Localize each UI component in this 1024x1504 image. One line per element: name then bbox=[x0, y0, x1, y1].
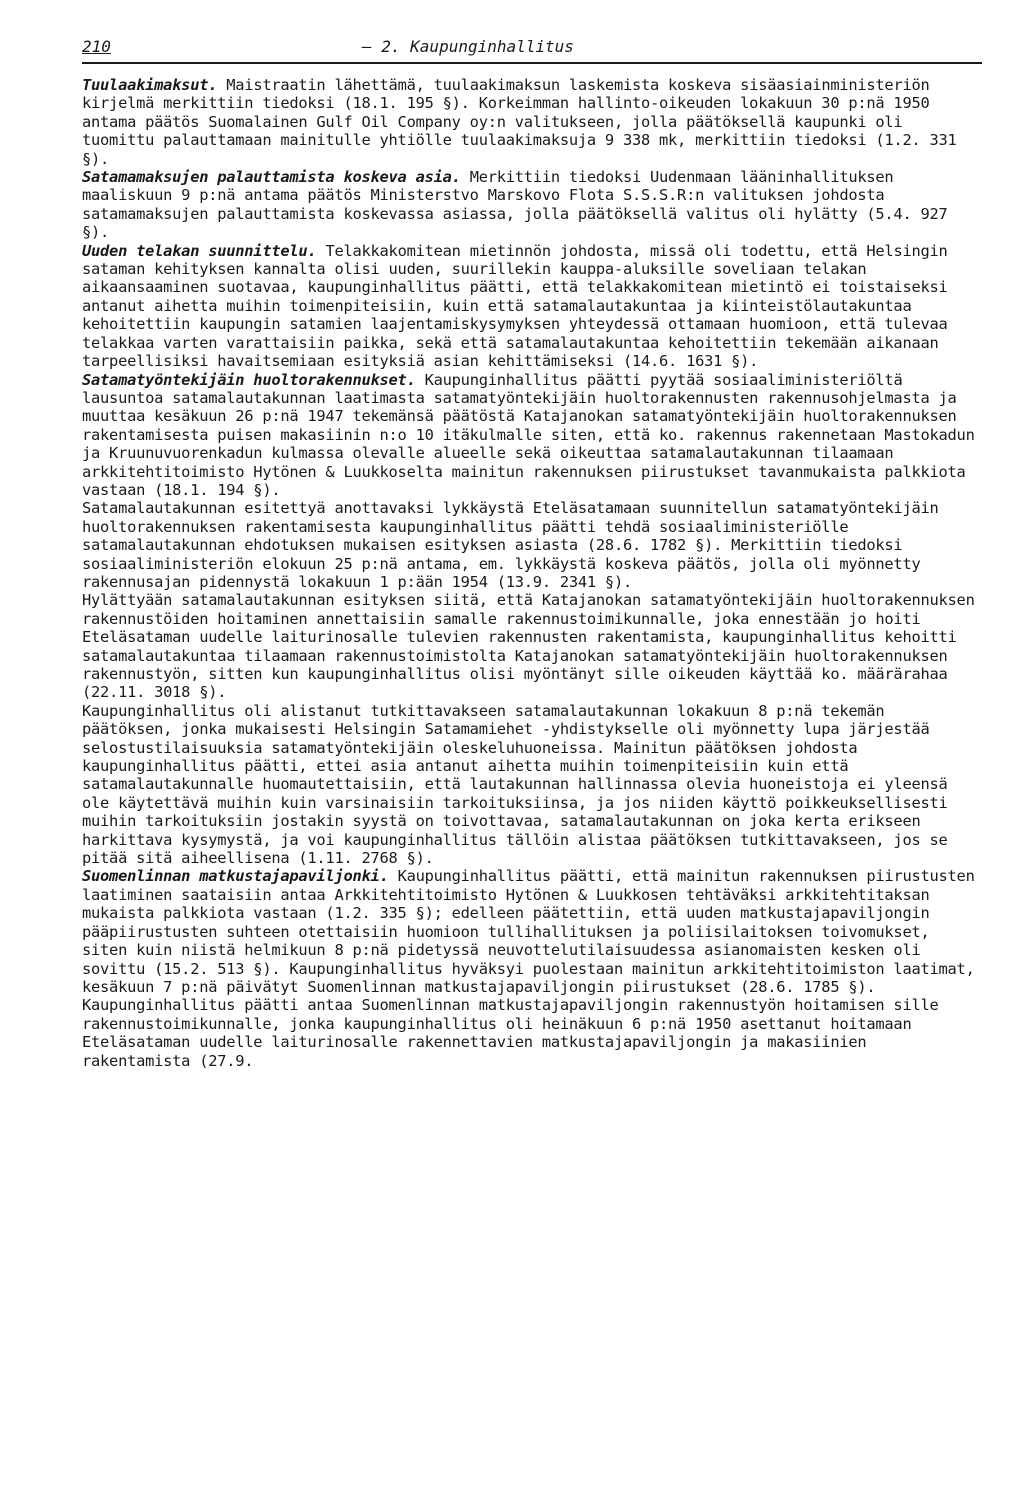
paragraph-katajanokka bbox=[82, 591, 982, 701]
paragraph-text: Kaupunginhallitus päätti pyytää sosiaaliministeriöltä lausuntoa satamalautakunnan laatimasta satamatyöntekijäin huoltorakennusten rakennusohjelmasta ja muuttaa kesäkuun 26 p:nä 1947 tekemänsä päätöstä Katajanokan satamatyöntekijäin huoltorakennuksen rakentamisesta puisen makasiinin n:o 10 itäkulmalle siten, että ko. rakennus rakennetaan Mastokadun ja Kruunuvuorenkadun kulmassa olevalle alueelle sekä oikeuttaa satamalautakunnan tilaamaan arkkitehtitoimisto Hytönen & Luukkoselta mainitun rakennuksen piirustukset tavanmukaista palkkiota vastaan (18.1. 194 §). bbox=[82, 370, 975, 499]
paragraph-selostustilaisuudet bbox=[82, 702, 982, 868]
document-page bbox=[82, 36, 982, 1070]
paragraph-huoltorakennukset bbox=[82, 371, 982, 500]
paragraph-text: Kaupunginhallitus oli alistanut tutkittavakseen satamalautakunnan lokakuun 8 p:nä tekemän päätöksen, jonka mukaisesti Helsingin Satamamiehet -yhdistykselle oli myönnetty lupa järjestää selostustilaisuuksia satamatyöntekijäin oleskeluhuoneissa. Mainitun päätöksen johdosta kaupunginhallitus päätti, ettei asia antanut aihetta muihin toimenpiteisiin kuin että satamalautakunnalle huomautettaisiin, että lautakunnan hallinnassa olevia huoneistoja ei yleensä ole käytettävä muihin kuin varsinaisiin tarkoituksiinsa, ja jos niiden käyttö poikkeuksellisesti muihin tarkoituksiin jostakin syystä on toivottavaa, satamalautakunnan on joka kerta erikseen harkittava kysymystä, ja voi kaupunginhallitus tällöin alistaa päätöksen tutkittavakseen, jos se pitää sitä aiheellisena (1.11. 2768 §). bbox=[82, 701, 948, 868]
paragraph-text: Kaupunginhallitus päätti, että mainitun rakennuksen piirustusten laatiminen saataisiin antaa Arkkitehtitoimisto Hytönen & Luukkosen tehtäväksi arkkitehtitaksan mukaista palkkiota vastaan (1.2. 335 §); edelleen päätettiin, että uuden matkustajapaviljongin pääpiirustusten suhteen otettaisiin huomioon tullihallituksen ja poliisilaitoksen toivomukset, siten kuin niistä helmikuun 8 p:nä pidetyssä neuvottelutilaisuudessa asianomaisten kesken oli sovittu (15.2. 513 §). Kaupunginhallitus hyväksyi puolestaan mainitun arkkitehtitoimiston laatimat, kesäkuun 7 p:nä päivätyt Suomenlinnan matkustajapaviljongin piirustukset (28.6. 1785 §). bbox=[82, 867, 975, 996]
paragraph-uuden-telakan bbox=[82, 242, 982, 371]
paragraph-text: Telakkakomitean mietinnön johdosta, missä oli todettu, että Helsingin sataman kehityksen kannalta olisi uuden, suurillekin kauppa-aluksille soveliaan telakan aikaansaaminen suotavaa, kaupunginhallitus päätti, että telakkakomitean mietintö ei toistaiseksi antanut aihetta muihin toimenpiteisiin, kuin että satamalautakuntaa ja kiinteistölautakuntaa kehoitettiin kaupungin satamien laajentamiskysymyksen yhteydessä ottamaan huomioon, että tulevaa telakkaa varten varattaisiin paikka, sekä että satamalautakuntaa kehoitettiin tekemään aikanaan tarpeellisiksi havaitsemiaan esityksiä asian kehittämiseksi (14.6. 1631 §). bbox=[82, 241, 948, 371]
paragraph-tuulaakimaksut bbox=[82, 76, 982, 168]
running-title: – 2. Kaupunginhallitus bbox=[362, 37, 574, 56]
paragraph-text: Merkittiin tiedoksi Uudenmaan lääninhallituksen maaliskuun 9 p:nä antama päätös Ministerstvo Marskovo Flota S.S.S.R:n valituksen johdosta satamamaksujen palauttamista koskevassa asiassa, jolla päätöksellä valitus oli hylätty (5.4. 927 §). bbox=[82, 168, 948, 242]
paragraph-text: Maistraatin lähettämä, tuulaakimaksun laskemista koskeva sisäasiainministeriön kirjelmä merkittiin tiedoksi (18.1. 195 §). Korkeimman hallinto-oikeuden lokakuun 30 p:nä 1950 antama päätös Suomalainen Gulf Oil Company oy:n valitukseen, jolla päätöksellä kaupunki oli tuomittu palauttamaan mainitulle yhtiölle tuulaakimaksuja 9 338 mk, merkittiin tiedoksi (1.2. 331 §). bbox=[82, 76, 957, 168]
paragraph-matkustajapaviljonki bbox=[82, 867, 982, 996]
document-body bbox=[82, 76, 982, 1070]
paragraph-heading: Suomenlinnan matkustajapaviljonki. bbox=[82, 867, 389, 886]
paragraph-heading: Satamatyöntekijäin huoltorakennukset. bbox=[82, 370, 416, 389]
page-number: 210 bbox=[82, 37, 111, 56]
paragraph-text: Kaupunginhallitus päätti antaa Suomenlinnan matkustajapaviljongin rakennustyön hoitamisen sille rakennustoimikunnalle, jonka kaupunginhallitus oli heinäkuun 6 p:nä 1950 asettanut hoitamaan Eteläsataman uudelle laiturinosalle rakennettavien matkustajapaviljongin ja makasiinien rakentamista (27.9. bbox=[82, 996, 939, 1070]
paragraph-lykkays bbox=[82, 499, 982, 591]
paragraph-satamamaksut bbox=[82, 168, 982, 242]
paragraph-heading: Tuulaakimaksut. bbox=[82, 76, 218, 94]
page-header bbox=[82, 36, 982, 64]
paragraph-text: Hylättyään satamalautakunnan esityksen siitä, että Katajanokan satamatyöntekijäin huoltorakennuksen rakennustöiden hoitaminen annettaisiin samalle rakennustoimikunnalle, joka ennestään jo hoiti Eteläsataman uudelle laiturinosalle tulevien rakennusten rakentamista, kaupunginhallitus kehoitti satamalautakuntaa tilaamaan rakennustoimistolta Katajanokan satamatyöntekijäin huoltorakennuksen rakennustyön, sitten kun kaupunginhallitus olisi myöntänyt sille oikeuden käyttää ko. määrärahaa (22.11. 3018 §). bbox=[82, 591, 975, 702]
paragraph-heading: Satamamaksujen palauttamista koskeva asia. bbox=[82, 168, 461, 187]
paragraph-text: Satamalautakunnan esitettyä anottavaksi lykkäystä Eteläsatamaan suunnitellun satamatyöntekijäin huoltorakennuksen rakentamisesta kaupunginhallitus päätti tehdä sosiaaliministeriölle satamalautakunnan ehdotuksen mukaisen esityksen asiasta (28.6. 1782 §). Merkittiin tiedoksi sosiaaliministeriön elokuun 25 p:nä antama, em. lykkäystä koskeva päätös, jolla oli myönnetty rakennusajan pidennystä lokakuun 1 p:ään 1954 (13.9. 2341 §). bbox=[82, 499, 939, 591]
paragraph-heading: Uuden telakan suunnittelu. bbox=[82, 241, 317, 260]
paragraph-rakennustyo bbox=[82, 996, 982, 1070]
